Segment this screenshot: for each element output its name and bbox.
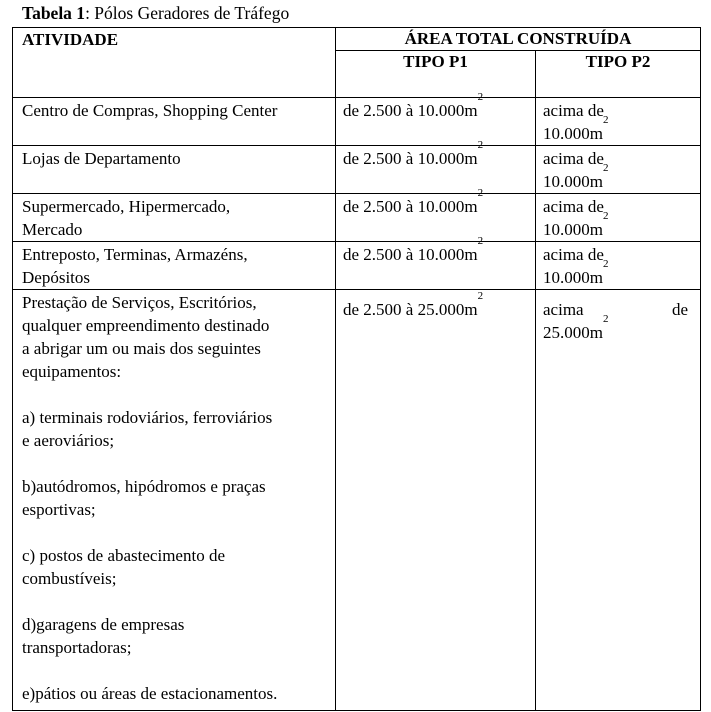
atividade-line1: Supermercado, Hipermercado, (22, 197, 231, 216)
item-d-line2: transportadoras; (22, 638, 132, 657)
item-b-line1: b)autódromos, hipódromos e praças (22, 477, 266, 496)
p1-text: de 2.500 à 25.000m (343, 300, 478, 319)
cell-atividade (13, 98, 336, 146)
p1-text: de 2.500 à 10.000m (343, 101, 478, 120)
item-e-line1: e)pátios ou áreas de estacionamentos. (22, 684, 278, 703)
p2-line2: 10.000m (543, 268, 603, 287)
p2-sup: 2 (602, 210, 609, 222)
atividade-line: a abrigar um ou mais dos seguintes (22, 339, 261, 358)
cell-atividade (13, 194, 336, 242)
caption-label: Tabela 1 (22, 3, 86, 23)
cell-atividade (13, 290, 336, 711)
p1-text: de 2.500 à 10.000m (343, 149, 478, 168)
item-a-line1: a) terminais rodoviários, ferroviários (22, 408, 273, 427)
atividade-line: qualquer empreendimento destinado (22, 316, 270, 335)
cell-atividade (13, 242, 336, 290)
cell-p2 (536, 290, 701, 711)
traffic-generators-table (12, 27, 701, 711)
p1-text: de 2.500 à 10.000m (343, 245, 478, 264)
p2-line2: 10.000m (543, 172, 603, 191)
item-b-line2: esportivas; (22, 500, 96, 519)
item-c-line1: c) postos de abastecimento de (22, 546, 225, 565)
p2-sup: 2 (602, 313, 609, 325)
item-c-line2: combustíveis; (22, 569, 117, 588)
p2-line1: acima de (543, 149, 604, 168)
header-atividade: ATIVIDADE (13, 28, 336, 98)
p2-line2: 10.000m (543, 124, 603, 143)
table-row (13, 242, 701, 290)
cell-p1 (336, 187, 536, 242)
atividade-line1: Entreposto, Terminas, Armazéns, (22, 245, 248, 264)
atividade-line2: Mercado (22, 220, 83, 239)
p2-sup: 2 (602, 114, 609, 126)
cell-p1 (336, 91, 536, 146)
p2-line1: acima de (543, 101, 604, 120)
atividade-text: Lojas de Departamento (22, 149, 181, 168)
atividade-line: Prestação de Serviços, Escritórios, (22, 293, 257, 312)
cell-p1 (336, 290, 536, 711)
header-area-total: ÁREA TOTAL CONSTRUÍDA (336, 28, 701, 51)
p2-line1: acima de (543, 245, 604, 264)
item-a-line2: e aeroviários; (22, 431, 115, 450)
p2-word1: acima (543, 300, 584, 319)
p1-sup: 2 (477, 290, 484, 302)
cell-p1 (336, 139, 536, 194)
header-tipo-p1: TIPO P1 (336, 51, 536, 98)
p2-sup: 2 (602, 258, 609, 270)
cell-p2 (536, 98, 701, 146)
table-row (13, 98, 701, 146)
p1-sup: 2 (477, 139, 484, 151)
cell-atividade (13, 146, 336, 194)
atividade-line2: Depósitos (22, 268, 90, 287)
atividade-text: Centro de Compras, Shopping Center (22, 101, 278, 120)
cell-p2 (536, 194, 701, 242)
table-row (13, 290, 701, 711)
atividade-line: equipamentos: (22, 362, 122, 381)
table-row (13, 194, 701, 242)
p2-line1: acima de (543, 197, 604, 216)
p1-sup: 2 (477, 91, 484, 103)
cell-p2 (536, 146, 701, 194)
p1-text: de 2.500 à 10.000m (343, 197, 478, 216)
p1-sup: 2 (477, 235, 484, 247)
cell-p2 (536, 242, 701, 290)
p2-sup: 2 (602, 162, 609, 174)
p2-word2: de (671, 300, 688, 319)
table-caption (22, 3, 289, 23)
p2-line2: 25.000m (543, 323, 603, 342)
cell-p1 (336, 235, 536, 290)
header-tipo-p2: TIPO P2 (536, 51, 701, 98)
caption-title: : Pólos Geradores de Tráfego (85, 3, 290, 23)
p1-sup: 2 (477, 187, 484, 199)
p2-line2: 10.000m (543, 220, 603, 239)
item-d-line1: d)garagens de empresas (22, 615, 185, 634)
table-row (13, 146, 701, 194)
